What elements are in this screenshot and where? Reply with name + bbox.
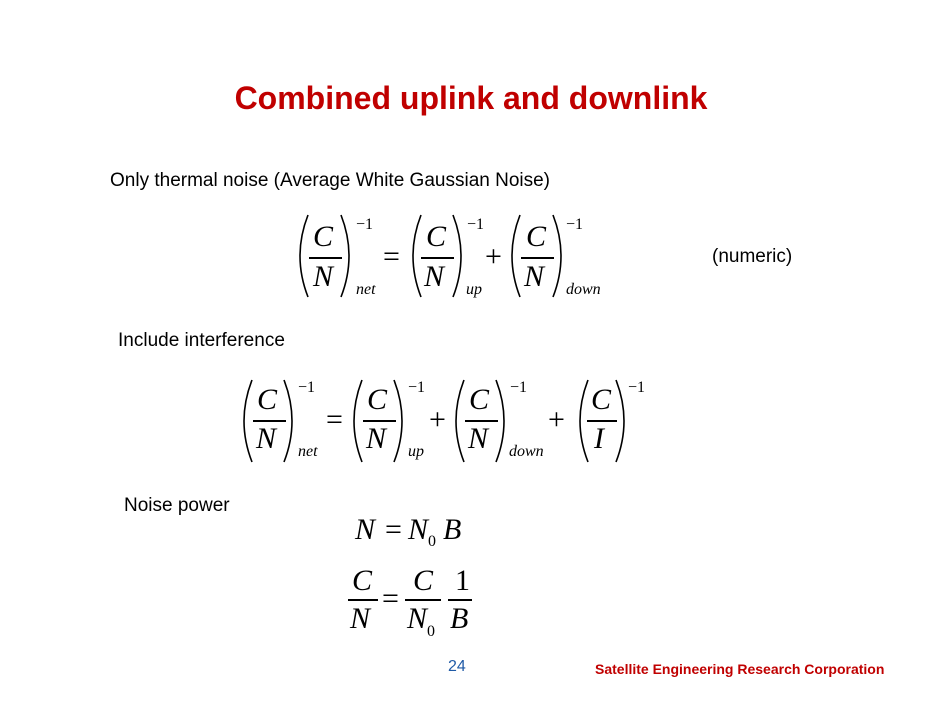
symbol-n: N bbox=[524, 260, 545, 293]
subscript-net: net bbox=[298, 443, 318, 460]
exponent: −1 bbox=[467, 216, 485, 233]
subscript-zero: 0 bbox=[427, 623, 435, 640]
numeric-note: (numeric) bbox=[712, 246, 793, 267]
symbol-n: N bbox=[313, 260, 334, 293]
exponent: −1 bbox=[356, 216, 374, 233]
thermal-noise-text: Only thermal noise (Average White Gaussian Noise) bbox=[110, 170, 551, 191]
plus-sign: + bbox=[429, 403, 446, 436]
fraction-bar bbox=[405, 599, 441, 601]
subscript-zero: 0 bbox=[428, 533, 436, 550]
symbol-c: C bbox=[413, 564, 434, 597]
exponent: −1 bbox=[628, 379, 646, 396]
fraction-bar bbox=[448, 599, 472, 601]
plus-sign: + bbox=[548, 403, 565, 436]
exponent: −1 bbox=[408, 379, 426, 396]
subscript-down: down bbox=[566, 281, 601, 298]
subscript-up: up bbox=[466, 281, 482, 298]
symbol-n: N bbox=[355, 513, 376, 546]
subscript-down: down bbox=[509, 443, 544, 460]
slide-title: Combined uplink and downlink bbox=[234, 80, 708, 116]
equals-sign: = bbox=[382, 582, 399, 615]
equals-sign: = bbox=[326, 403, 343, 436]
symbol-n: N bbox=[407, 602, 428, 635]
symbol-n: N bbox=[256, 422, 277, 455]
footer-company: Satellite Engineering Research Corporation bbox=[595, 661, 885, 677]
symbol-c: C bbox=[313, 220, 334, 253]
symbol-b: B bbox=[450, 602, 469, 635]
subscript-up: up bbox=[408, 443, 424, 460]
symbol-n: N bbox=[350, 602, 371, 635]
symbol-c: C bbox=[526, 220, 547, 253]
equals-sign: = bbox=[385, 513, 402, 546]
symbol-c: C bbox=[591, 383, 612, 416]
symbol-c: C bbox=[367, 383, 388, 416]
exponent: −1 bbox=[566, 216, 584, 233]
page-number: 24 bbox=[448, 658, 466, 675]
symbol-i: I bbox=[594, 422, 604, 455]
numeral-one: 1 bbox=[455, 564, 470, 597]
equals-sign: = bbox=[383, 240, 400, 273]
exponent: −1 bbox=[510, 379, 528, 396]
noise-power-text: Noise power bbox=[124, 495, 230, 516]
symbol-n: N bbox=[366, 422, 387, 455]
symbol-c: C bbox=[257, 383, 278, 416]
symbol-c: C bbox=[426, 220, 447, 253]
symbol-n: N bbox=[408, 513, 429, 546]
symbol-n: N bbox=[468, 422, 489, 455]
fraction-bar bbox=[348, 599, 378, 601]
interference-text: Include interference bbox=[118, 330, 285, 351]
symbol-c: C bbox=[469, 383, 490, 416]
exponent: −1 bbox=[298, 379, 316, 396]
symbol-n: N bbox=[424, 260, 445, 293]
symbol-b: B bbox=[443, 513, 462, 546]
subscript-net: net bbox=[356, 281, 376, 298]
plus-sign: + bbox=[485, 240, 502, 273]
symbol-c: C bbox=[352, 564, 373, 597]
